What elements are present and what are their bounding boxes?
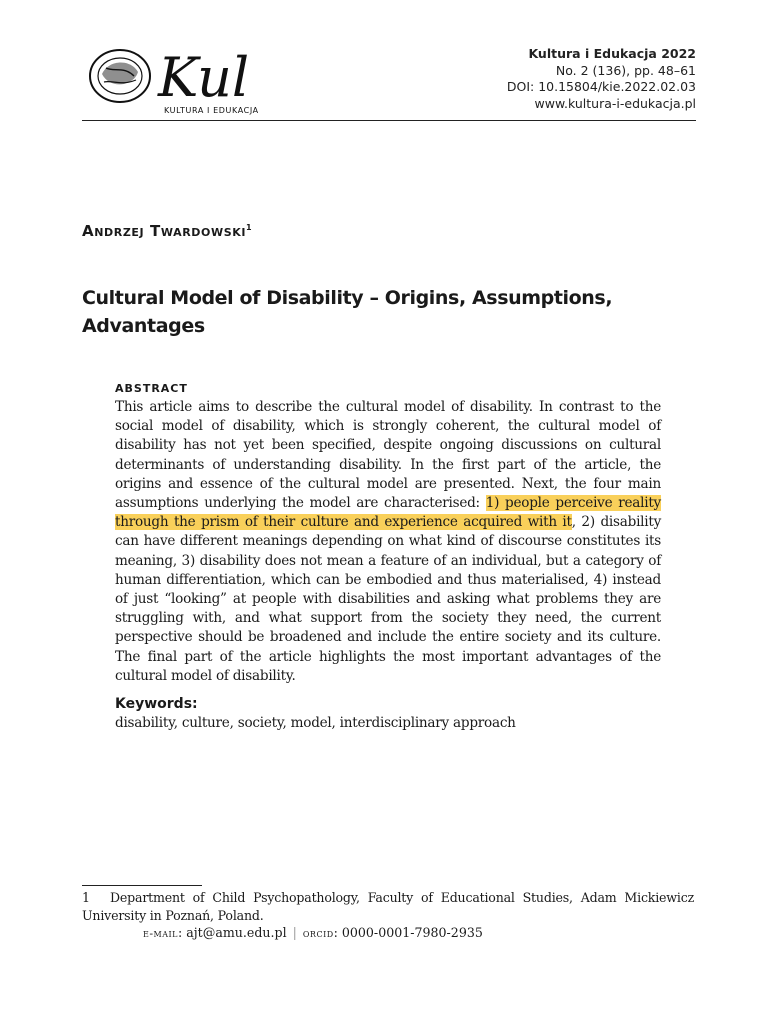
author-contact <box>143 924 483 942</box>
issue-info: No. 2 (136), pp. 48–61 <box>555 62 696 78</box>
abstract-section <box>115 380 661 733</box>
orcid-id[interactable]: : 0000-0001-7980-2935 <box>333 925 483 940</box>
author-name <box>82 222 252 240</box>
keywords-heading: Keywords: <box>115 696 198 713</box>
logo-caption: KULTURA I EDUKACJA <box>164 106 259 115</box>
website-link[interactable]: www.kultura-i-edukacja.pl <box>534 95 696 111</box>
journal-logo <box>86 46 276 118</box>
author-name-text: Andrzej Twardowski <box>82 222 247 240</box>
doi: DOI: 10.15804/kie.2022.02.03 <box>506 79 696 94</box>
orcid-label: orcid <box>302 927 334 940</box>
abstract-text <box>115 398 661 686</box>
abstract-text-start: This article aims to describe the cultural model of disability. In contrast to the social model of disability, which is strongly coherent, the cultural model of disability has not yet been specified, despite ongoing discussions on cultural determinants of understanding disability. In the first part of the article, the origins and essence of the cultural model are presented. Next, the four main assumptions underlying the model are characterised: <box>115 399 661 512</box>
journal-title: Kultura i Edukacja 2022 <box>528 46 696 61</box>
email-label: e-mail <box>143 927 178 940</box>
email-address[interactable]: : ajt@amu.edu.pl <box>178 925 287 940</box>
footnote <box>82 889 694 924</box>
footnote-text: Department of Child Psychopathology, Faculty of Educational Studies, Adam Mickiewicz University in Poznań, Poland. <box>82 890 694 923</box>
journal-info <box>507 46 696 112</box>
author-footnote-mark[interactable]: 1 <box>246 223 253 232</box>
page-header <box>82 44 696 122</box>
article-title: Cultural Model of Disability – Origins, Assumptions, Advantages <box>82 287 613 337</box>
footnote-divider <box>82 885 202 886</box>
logo-wordmark: Kul <box>158 46 250 106</box>
keywords-text: disability, culture, society, model, interdisciplinary approach <box>115 715 516 732</box>
abstract-text-end: , 2) disability can have different meanings depending on what kind of discourse constitutes its meaning, 3) disability does not mean a feature of an individual, but a category of human differentiation, which can be embodied and thus materialised, 4) instead of just “looking” at people with disabilities and asking what problems they are struggling with, and what support from the society they need, the current perspective should be broadened and include the entire society and its culture. The final part of the article highlights the most important advantages of the cultural model of disability. <box>115 514 662 684</box>
contact-separator: | <box>292 925 297 940</box>
highlighted-text: 1) people perceive reality through the prism of their culture and experience acquired with it <box>115 495 661 531</box>
footnote-number: 1 <box>82 890 90 905</box>
logo-emblem-icon <box>86 46 276 106</box>
header-divider <box>82 120 696 121</box>
abstract-heading: ABSTRACT <box>115 382 188 395</box>
